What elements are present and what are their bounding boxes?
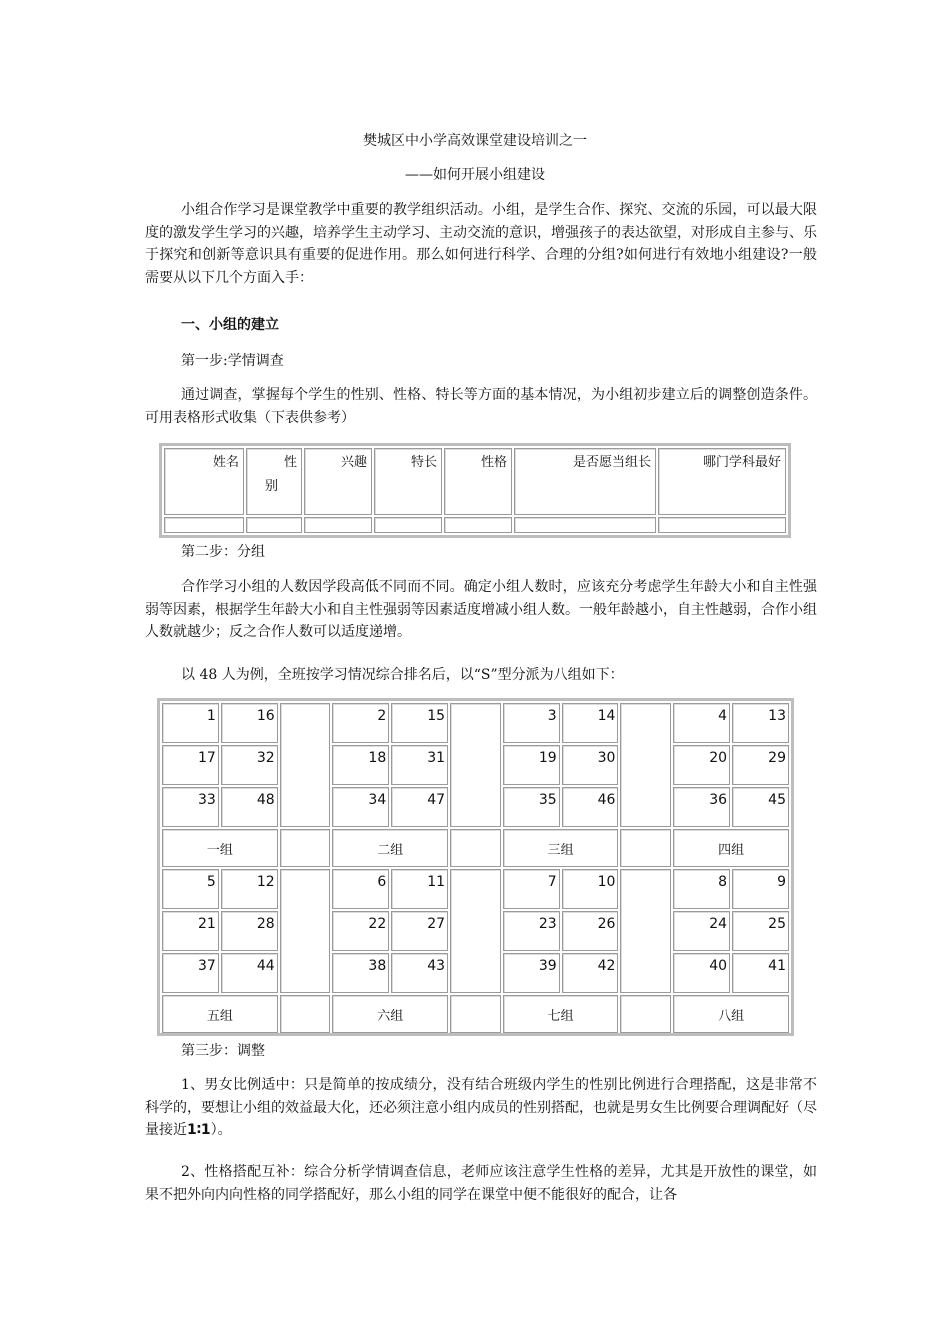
group-label: 五组 (162, 995, 278, 1033)
group-table (157, 698, 794, 1036)
group-spacer-cell (280, 869, 331, 993)
step1-paragraph: 通过调查，掌握每个学生的性别、性格、特长等方面的基本情况，为小组初步建立后的调整创造条件。可用表格形式收集（下表供参考） (145, 387, 817, 426)
student-rank-cell: 38 (332, 953, 389, 993)
survey-cell (514, 517, 656, 533)
group-spacer-cell (280, 703, 331, 827)
student-rank-cell: 28 (221, 911, 278, 951)
student-rank-cell: 12 (221, 869, 278, 909)
student-rank-cell: 34 (332, 787, 389, 827)
group-label: 三组 (503, 829, 619, 867)
student-rank-cell: 47 (391, 787, 448, 827)
student-rank-cell: 36 (673, 787, 730, 827)
student-rank-cell: 5 (162, 869, 219, 909)
student-rank-cell: 31 (391, 745, 448, 785)
student-rank-cell: 46 (562, 787, 619, 827)
group-label-row (162, 829, 789, 867)
student-rank-cell: 27 (391, 911, 448, 951)
student-rank-cell: 6 (332, 869, 389, 909)
student-rank-cell: 45 (732, 787, 789, 827)
student-rank-cell: 10 (562, 869, 619, 909)
survey-header-leader: 是否愿当组长 (514, 448, 656, 515)
survey-cell (164, 517, 244, 533)
student-rank-cell: 2 (332, 703, 389, 743)
student-rank-cell: 22 (332, 911, 389, 951)
student-rank-cell: 13 (732, 703, 789, 743)
section-heading-1: 一、小组的建立 (181, 317, 279, 333)
group-spacer-cell (620, 869, 671, 993)
group-label: 七组 (503, 995, 619, 1033)
survey-cell (374, 517, 442, 533)
group-spacer-cell (620, 703, 671, 827)
step2-heading: 第二步：分组 (181, 544, 265, 560)
example-line: 以 48 人为例，全班按学习情况综合排名后，以“S”型分派为八组如下： (181, 667, 624, 683)
survey-cell (658, 517, 786, 533)
student-rank-cell: 4 (673, 703, 730, 743)
student-rank-cell: 19 (503, 745, 560, 785)
student-rank-cell: 26 (562, 911, 619, 951)
student-rank-cell: 37 (162, 953, 219, 993)
survey-header-specialty: 特长 (374, 448, 442, 515)
student-rank-cell: 33 (162, 787, 219, 827)
group-spacer-cell (450, 995, 501, 1033)
student-rank-cell: 11 (391, 869, 448, 909)
group-number-row (162, 869, 789, 909)
survey-header-gender-top: 性 (283, 455, 297, 470)
survey-header-name: 姓名 (164, 448, 244, 515)
group-label: 六组 (332, 995, 448, 1033)
group-spacer-cell (450, 703, 501, 827)
student-rank-cell: 25 (732, 911, 789, 951)
group-label: 四组 (673, 829, 789, 867)
student-rank-cell: 29 (732, 745, 789, 785)
student-rank-cell: 43 (391, 953, 448, 993)
adjust-paragraph-1-end: ）。 (210, 1122, 232, 1138)
group-spacer-cell (280, 995, 331, 1033)
student-rank-cell: 8 (673, 869, 730, 909)
group-label: 二组 (332, 829, 448, 867)
student-rank-cell: 42 (562, 953, 619, 993)
student-rank-cell: 15 (391, 703, 448, 743)
group-spacer-cell (450, 829, 501, 867)
group-label-row (162, 995, 789, 1033)
student-rank-cell: 23 (503, 911, 560, 951)
survey-cell (246, 517, 302, 533)
adjust-paragraph-2: 2、性格搭配互补：综合分析学情调查信息，老师应该注意学生性格的差异，尤其是开放性的课堂，如果不把外向内向性格的同学搭配好，那么小组的同学在课堂中便不能很好的配合，让各 (145, 1164, 817, 1203)
intro-paragraph: 小组合作学习是课堂教学中重要的教学组织活动。小组，是学生合作、探究、交流的乐园，可以最大限度的激发学生学习的兴趣，培养学生主动学习、主动交流的意识，增强孩子的表达欲望，对形成自主参与、乐于探究和创新等意识具有重要的促进作用。那么如何进行科学、合理的分组?如何进行有效地小组建设?一般需要从以下几个方面入手： (145, 202, 817, 286)
student-rank-cell: 41 (732, 953, 789, 993)
adjust-paragraph-1 (145, 1074, 817, 1142)
step3-heading: 第三步：调整 (181, 1043, 265, 1059)
student-rank-cell: 3 (503, 703, 560, 743)
student-rank-cell: 21 (162, 911, 219, 951)
student-rank-cell: 18 (332, 745, 389, 785)
step1-heading: 第一步:学情调查 (181, 353, 284, 369)
document-title: 樊城区中小学高效课堂建设培训之一 (363, 133, 587, 149)
survey-table (159, 443, 791, 538)
student-rank-cell: 24 (673, 911, 730, 951)
student-rank-cell: 39 (503, 953, 560, 993)
survey-header-best-subject: 哪门学科最好 (658, 448, 786, 515)
student-rank-cell: 20 (673, 745, 730, 785)
survey-header-personality: 性格 (444, 448, 512, 515)
group-number-row (162, 703, 789, 743)
student-rank-cell: 35 (503, 787, 560, 827)
student-rank-cell: 32 (221, 745, 278, 785)
student-rank-cell: 9 (732, 869, 789, 909)
survey-header-gender-bottom: 别 (265, 479, 279, 494)
document-subtitle: ——如何开展小组建设 (405, 167, 545, 183)
survey-cell (304, 517, 372, 533)
survey-header-gender (246, 448, 302, 515)
group-spacer-cell (450, 869, 501, 993)
group-label: 八组 (673, 995, 789, 1033)
student-rank-cell: 44 (221, 953, 278, 993)
group-spacer-cell (620, 829, 671, 867)
student-rank-cell: 16 (221, 703, 278, 743)
student-rank-cell: 7 (503, 869, 560, 909)
student-rank-cell: 30 (562, 745, 619, 785)
survey-cell (444, 517, 512, 533)
adjust-paragraph-1-text: 1、男女比例适中：只是简单的按成绩分，没有结合班级内学生的性别比例进行合理搭配，这是非常不科学的，要想让小组的效益最大化，还必须注意小组内成员的性别搭配，也就是男女生比例要合理调配好（尽量接近 (145, 1077, 817, 1138)
student-rank-cell: 40 (673, 953, 730, 993)
group-spacer-cell (620, 995, 671, 1033)
student-rank-cell: 17 (162, 745, 219, 785)
survey-header-interest: 兴趣 (304, 448, 372, 515)
student-rank-cell: 14 (562, 703, 619, 743)
group-spacer-cell (280, 829, 331, 867)
student-rank-cell: 1 (162, 703, 219, 743)
gender-ratio: 1∶1 (187, 1122, 211, 1138)
step2-paragraph: 合作学习小组的人数因学段高低不同而不同。确定小组人数时，应该充分考虑学生年龄大小和自主性强弱等因素，根据学生年龄大小和自主性强弱等因素适度增减小组人数。一般年龄越小，自主性越弱，合作小组人数就越少；反之合作人数可以适度递增。 (145, 579, 817, 640)
group-label: 一组 (162, 829, 278, 867)
student-rank-cell: 48 (221, 787, 278, 827)
